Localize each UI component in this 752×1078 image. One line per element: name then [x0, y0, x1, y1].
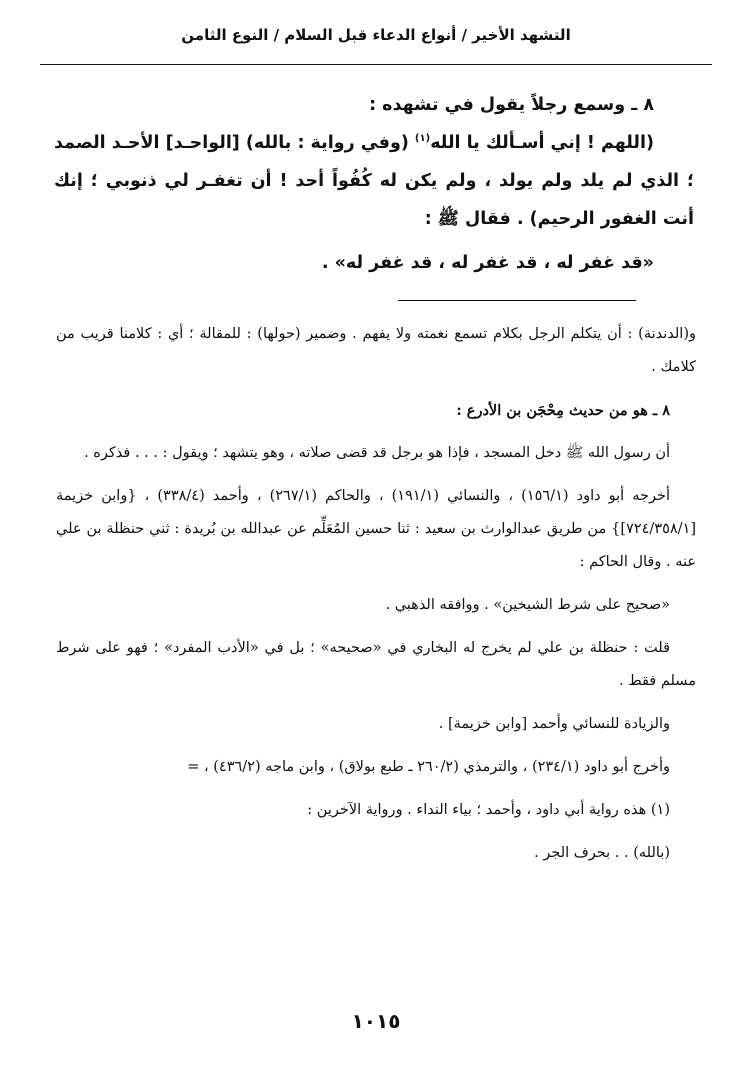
- hadith-heading: ٨ ـ هو من حديث مِحْجَن بن الأدرع :: [456, 402, 670, 419]
- main-paragraph: [54, 124, 694, 238]
- main-text: [54, 86, 694, 282]
- page-number: ١٠١٥: [351, 1009, 401, 1033]
- main-heading: ٨ ـ وسمع رجلاً يقول في تشهده :: [369, 95, 654, 115]
- hakim-quote: «صحيح على شرط الشيخين» . ووافقه الذهبي .: [385, 597, 670, 613]
- hadith-text: أن رسول الله ﷺ دخل المسجد ، فإذا هو برجل قد قضى صلاته ، وهو يتشهد ؛ ويقول : . . . فذكره .: [84, 445, 670, 461]
- running-header: التشهد الأخير / أنواع الدعاء قبل السلام / النوع الثامن: [181, 26, 571, 44]
- takhrij-paragraph: أخرجه أبو داود (١٥٦/١) ، والنسائي (١٩١/١) ، والحاكم (٢٦٧/١) ، وأحمد (٣٣٨/٤) ، {وابن خزيمة [٧٢٤/٣٥٨/١]} من طريق عبدالوارث بن سعيد : ثنا حسين المُعَلِّم عن عبدالله بن بُريدة : ثني حنظلة بن علي عنه . وقال الحاكم :: [56, 488, 696, 570]
- prayer-text-rest: (وفي رواية : بالله) [الواحـد] الأحـد الصمد ؛ الذي لم يلد ولم يولد ، ولم يكن له كُفُواً أحد ! أن تغفـر لي ذنوبي ؛ إنك أنت الغفور الرحيم) . فقال ﷺ :: [54, 133, 694, 229]
- footnote-1-continued: (بالله) . . بحرف الجر .: [534, 845, 670, 861]
- ziyada-note: والزيادة للنسائي وأحمد [وابن خزيمة] .: [438, 716, 670, 732]
- footnote-1: (١) هذه رواية أبي داود ، وأحمد ؛ بياء النداء . ورواية الآخرين :: [307, 802, 670, 818]
- prophet-reply: «قد غفر له ، قد غفر له ، قد غفر له» .: [321, 253, 654, 273]
- dandana-note: و(الدندنة) : أن يتكلم الرجل بكلام تسمع نغمته ولا يفهم . وضمير (حولها) : للمقالة ؛ أي : كلامنا قريب من كلامك .: [56, 326, 696, 375]
- notes-section: [56, 318, 696, 880]
- header-rule: [40, 64, 712, 65]
- prayer-text-start: (اللهم ! إني أسـألك يا الله: [430, 133, 654, 153]
- footnote-mark: (١): [414, 133, 431, 145]
- other-takhrij: وأخرج أبو داود (٢٣٤/١) ، والترمذي (٢٦٠/٢ ـ طبع بولاق) ، وابن ماجه (٤٣٦/٢) ، =: [187, 759, 670, 775]
- author-note: قلت : حنظلة بن علي لم يخرج له البخاري في «صحيحه» ؛ بل في «الأدب المفرد» ؛ فهو على شرط مسلم فقط .: [56, 640, 696, 689]
- footnote-separator: [398, 300, 636, 301]
